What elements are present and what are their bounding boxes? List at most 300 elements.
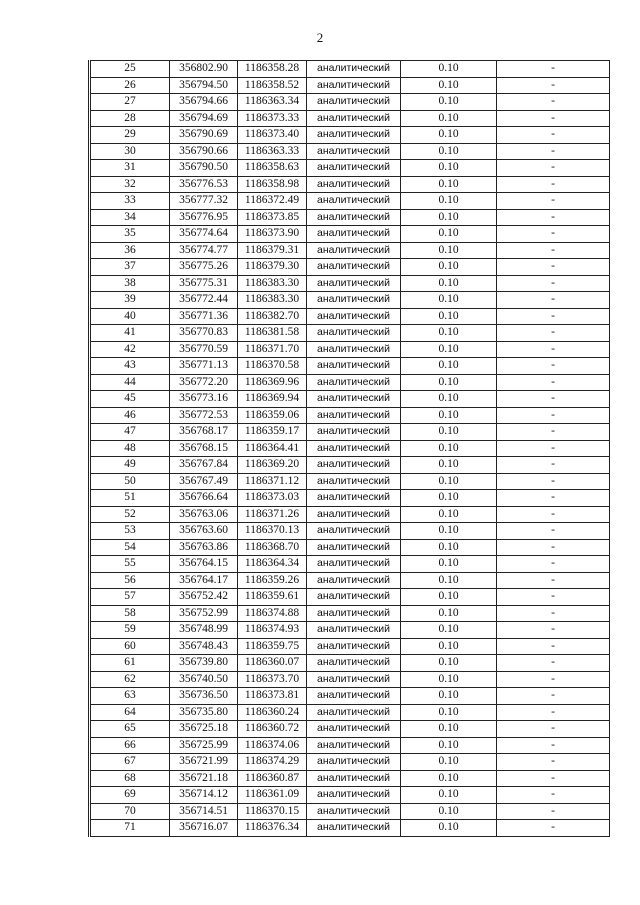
- point-number-cell: 64: [90, 704, 170, 721]
- description-cell: -: [497, 704, 610, 721]
- method-cell: аналитический: [307, 209, 401, 226]
- table-row: [90, 259, 610, 276]
- x-coordinate-cell: 356794.50: [170, 77, 238, 94]
- table-row: [90, 61, 610, 78]
- description-cell: -: [497, 737, 610, 754]
- y-coordinate-cell: 1186369.20: [238, 457, 307, 474]
- y-coordinate-cell: 1186360.24: [238, 704, 307, 721]
- description-cell: -: [497, 754, 610, 771]
- method-cell: аналитический: [307, 556, 401, 573]
- y-coordinate-cell: 1186381.58: [238, 325, 307, 342]
- x-coordinate-cell: 356752.42: [170, 589, 238, 606]
- table-row: [90, 655, 610, 672]
- accuracy-cell: 0.10: [401, 176, 497, 193]
- accuracy-cell: 0.10: [401, 638, 497, 655]
- table-row: [90, 704, 610, 721]
- method-cell: аналитический: [307, 539, 401, 556]
- point-number-cell: 59: [90, 622, 170, 639]
- accuracy-cell: 0.10: [401, 770, 497, 787]
- description-cell: -: [497, 589, 610, 606]
- y-coordinate-cell: 1186374.93: [238, 622, 307, 639]
- x-coordinate-cell: 356735.80: [170, 704, 238, 721]
- y-coordinate-cell: 1186369.96: [238, 374, 307, 391]
- y-coordinate-cell: 1186371.12: [238, 473, 307, 490]
- y-coordinate-cell: 1186383.30: [238, 292, 307, 309]
- y-coordinate-cell: 1186358.63: [238, 160, 307, 177]
- point-number-cell: 68: [90, 770, 170, 787]
- description-cell: -: [497, 688, 610, 705]
- accuracy-cell: 0.10: [401, 424, 497, 441]
- y-coordinate-cell: 1186360.07: [238, 655, 307, 672]
- description-cell: -: [497, 572, 610, 589]
- table-row: [90, 638, 610, 655]
- point-number-cell: 55: [90, 556, 170, 573]
- description-cell: -: [497, 523, 610, 540]
- table-row: [90, 424, 610, 441]
- method-cell: аналитический: [307, 754, 401, 771]
- method-cell: аналитический: [307, 61, 401, 78]
- description-cell: -: [497, 407, 610, 424]
- x-coordinate-cell: 356776.95: [170, 209, 238, 226]
- y-coordinate-cell: 1186358.52: [238, 77, 307, 94]
- accuracy-cell: 0.10: [401, 193, 497, 210]
- accuracy-cell: 0.10: [401, 407, 497, 424]
- y-coordinate-cell: 1186359.75: [238, 638, 307, 655]
- description-cell: -: [497, 358, 610, 375]
- point-number-cell: 48: [90, 440, 170, 457]
- y-coordinate-cell: 1186376.34: [238, 820, 307, 837]
- description-cell: -: [497, 655, 610, 672]
- table-row: [90, 407, 610, 424]
- description-cell: -: [497, 325, 610, 342]
- method-cell: аналитический: [307, 688, 401, 705]
- table-row: [90, 325, 610, 342]
- description-cell: -: [497, 803, 610, 820]
- method-cell: аналитический: [307, 143, 401, 160]
- x-coordinate-cell: 356770.59: [170, 341, 238, 358]
- point-number-cell: 58: [90, 605, 170, 622]
- accuracy-cell: 0.10: [401, 523, 497, 540]
- point-number-cell: 28: [90, 110, 170, 127]
- method-cell: аналитический: [307, 424, 401, 441]
- table-row: [90, 110, 610, 127]
- x-coordinate-cell: 356725.99: [170, 737, 238, 754]
- point-number-cell: 42: [90, 341, 170, 358]
- description-cell: -: [497, 242, 610, 259]
- x-coordinate-cell: 356763.86: [170, 539, 238, 556]
- point-number-cell: 56: [90, 572, 170, 589]
- accuracy-cell: 0.10: [401, 688, 497, 705]
- accuracy-cell: 0.10: [401, 226, 497, 243]
- y-coordinate-cell: 1186382.70: [238, 308, 307, 325]
- method-cell: аналитический: [307, 506, 401, 523]
- x-coordinate-cell: 356740.50: [170, 671, 238, 688]
- point-number-cell: 38: [90, 275, 170, 292]
- description-cell: -: [497, 820, 610, 837]
- point-number-cell: 60: [90, 638, 170, 655]
- accuracy-cell: 0.10: [401, 820, 497, 837]
- point-number-cell: 50: [90, 473, 170, 490]
- method-cell: аналитический: [307, 457, 401, 474]
- x-coordinate-cell: 356721.99: [170, 754, 238, 771]
- y-coordinate-cell: 1186361.09: [238, 787, 307, 804]
- x-coordinate-cell: 356736.50: [170, 688, 238, 705]
- table-row: [90, 341, 610, 358]
- x-coordinate-cell: 356777.32: [170, 193, 238, 210]
- method-cell: аналитический: [307, 275, 401, 292]
- y-coordinate-cell: 1186370.58: [238, 358, 307, 375]
- table-row: [90, 754, 610, 771]
- accuracy-cell: 0.10: [401, 572, 497, 589]
- coordinates-table: [88, 60, 610, 837]
- accuracy-cell: 0.10: [401, 391, 497, 408]
- method-cell: аналитический: [307, 242, 401, 259]
- y-coordinate-cell: 1186364.41: [238, 440, 307, 457]
- description-cell: -: [497, 193, 610, 210]
- point-number-cell: 29: [90, 127, 170, 144]
- point-number-cell: 37: [90, 259, 170, 276]
- accuracy-cell: 0.10: [401, 787, 497, 804]
- table-row: [90, 391, 610, 408]
- table-row: [90, 671, 610, 688]
- x-coordinate-cell: 356768.17: [170, 424, 238, 441]
- y-coordinate-cell: 1186368.70: [238, 539, 307, 556]
- point-number-cell: 67: [90, 754, 170, 771]
- table-row: [90, 688, 610, 705]
- method-cell: аналитический: [307, 572, 401, 589]
- x-coordinate-cell: 356714.12: [170, 787, 238, 804]
- method-cell: аналитический: [307, 176, 401, 193]
- accuracy-cell: 0.10: [401, 556, 497, 573]
- accuracy-cell: 0.10: [401, 275, 497, 292]
- x-coordinate-cell: 356790.50: [170, 160, 238, 177]
- accuracy-cell: 0.10: [401, 589, 497, 606]
- x-coordinate-cell: 356802.90: [170, 61, 238, 78]
- x-coordinate-cell: 356773.16: [170, 391, 238, 408]
- x-coordinate-cell: 356775.26: [170, 259, 238, 276]
- method-cell: аналитический: [307, 193, 401, 210]
- accuracy-cell: 0.10: [401, 655, 497, 672]
- y-coordinate-cell: 1186373.70: [238, 671, 307, 688]
- accuracy-cell: 0.10: [401, 110, 497, 127]
- point-number-cell: 43: [90, 358, 170, 375]
- method-cell: аналитический: [307, 226, 401, 243]
- x-coordinate-cell: 356767.49: [170, 473, 238, 490]
- table-row: [90, 358, 610, 375]
- point-number-cell: 70: [90, 803, 170, 820]
- x-coordinate-cell: 356716.07: [170, 820, 238, 837]
- description-cell: -: [497, 391, 610, 408]
- method-cell: аналитический: [307, 605, 401, 622]
- description-cell: -: [497, 787, 610, 804]
- x-coordinate-cell: 356772.44: [170, 292, 238, 309]
- accuracy-cell: 0.10: [401, 473, 497, 490]
- point-number-cell: 41: [90, 325, 170, 342]
- accuracy-cell: 0.10: [401, 440, 497, 457]
- accuracy-cell: 0.10: [401, 308, 497, 325]
- method-cell: аналитический: [307, 374, 401, 391]
- y-coordinate-cell: 1186373.81: [238, 688, 307, 705]
- method-cell: аналитический: [307, 440, 401, 457]
- accuracy-cell: 0.10: [401, 803, 497, 820]
- y-coordinate-cell: 1186369.94: [238, 391, 307, 408]
- method-cell: аналитический: [307, 655, 401, 672]
- table-row: [90, 556, 610, 573]
- accuracy-cell: 0.10: [401, 457, 497, 474]
- x-coordinate-cell: 356714.51: [170, 803, 238, 820]
- table-row: [90, 770, 610, 787]
- description-cell: -: [497, 77, 610, 94]
- description-cell: -: [497, 424, 610, 441]
- method-cell: аналитический: [307, 259, 401, 276]
- point-number-cell: 71: [90, 820, 170, 837]
- y-coordinate-cell: 1186358.28: [238, 61, 307, 78]
- y-coordinate-cell: 1186379.31: [238, 242, 307, 259]
- description-cell: -: [497, 143, 610, 160]
- point-number-cell: 57: [90, 589, 170, 606]
- accuracy-cell: 0.10: [401, 374, 497, 391]
- y-coordinate-cell: 1186359.06: [238, 407, 307, 424]
- point-number-cell: 66: [90, 737, 170, 754]
- accuracy-cell: 0.10: [401, 160, 497, 177]
- method-cell: аналитический: [307, 671, 401, 688]
- table-row: [90, 473, 610, 490]
- table-row: [90, 572, 610, 589]
- accuracy-cell: 0.10: [401, 127, 497, 144]
- y-coordinate-cell: 1186358.98: [238, 176, 307, 193]
- point-number-cell: 51: [90, 490, 170, 507]
- table-row: [90, 506, 610, 523]
- description-cell: -: [497, 308, 610, 325]
- method-cell: аналитический: [307, 721, 401, 738]
- accuracy-cell: 0.10: [401, 209, 497, 226]
- method-cell: аналитический: [307, 341, 401, 358]
- method-cell: аналитический: [307, 127, 401, 144]
- y-coordinate-cell: 1186373.40: [238, 127, 307, 144]
- table-row: [90, 94, 610, 111]
- table-row: [90, 176, 610, 193]
- table-row: [90, 77, 610, 94]
- method-cell: аналитический: [307, 473, 401, 490]
- x-coordinate-cell: 356771.36: [170, 308, 238, 325]
- table-row: [90, 589, 610, 606]
- accuracy-cell: 0.10: [401, 61, 497, 78]
- x-coordinate-cell: 356766.64: [170, 490, 238, 507]
- description-cell: -: [497, 457, 610, 474]
- description-cell: -: [497, 160, 610, 177]
- table-row: [90, 721, 610, 738]
- description-cell: -: [497, 638, 610, 655]
- accuracy-cell: 0.10: [401, 490, 497, 507]
- description-cell: -: [497, 506, 610, 523]
- y-coordinate-cell: 1186364.34: [238, 556, 307, 573]
- table-row: [90, 226, 610, 243]
- point-number-cell: 63: [90, 688, 170, 705]
- y-coordinate-cell: 1186372.49: [238, 193, 307, 210]
- y-coordinate-cell: 1186374.06: [238, 737, 307, 754]
- point-number-cell: 40: [90, 308, 170, 325]
- accuracy-cell: 0.10: [401, 292, 497, 309]
- method-cell: аналитический: [307, 358, 401, 375]
- x-coordinate-cell: 356748.43: [170, 638, 238, 655]
- accuracy-cell: 0.10: [401, 704, 497, 721]
- method-cell: аналитический: [307, 589, 401, 606]
- x-coordinate-cell: 356772.20: [170, 374, 238, 391]
- description-cell: -: [497, 374, 610, 391]
- description-cell: -: [497, 440, 610, 457]
- table-row: [90, 242, 610, 259]
- table-row: [90, 193, 610, 210]
- x-coordinate-cell: 356767.84: [170, 457, 238, 474]
- method-cell: аналитический: [307, 523, 401, 540]
- method-cell: аналитический: [307, 737, 401, 754]
- x-coordinate-cell: 356739.80: [170, 655, 238, 672]
- point-number-cell: 52: [90, 506, 170, 523]
- description-cell: -: [497, 556, 610, 573]
- table-row: [90, 622, 610, 639]
- description-cell: -: [497, 110, 610, 127]
- x-coordinate-cell: 356725.18: [170, 721, 238, 738]
- method-cell: аналитический: [307, 160, 401, 177]
- accuracy-cell: 0.10: [401, 242, 497, 259]
- table-row: [90, 374, 610, 391]
- y-coordinate-cell: 1186373.85: [238, 209, 307, 226]
- table-row: [90, 523, 610, 540]
- x-coordinate-cell: 356790.69: [170, 127, 238, 144]
- accuracy-cell: 0.10: [401, 605, 497, 622]
- table-row: [90, 275, 610, 292]
- point-number-cell: 39: [90, 292, 170, 309]
- y-coordinate-cell: 1186363.33: [238, 143, 307, 160]
- accuracy-cell: 0.10: [401, 622, 497, 639]
- table-row: [90, 292, 610, 309]
- x-coordinate-cell: 356763.60: [170, 523, 238, 540]
- point-number-cell: 35: [90, 226, 170, 243]
- description-cell: -: [497, 259, 610, 276]
- y-coordinate-cell: 1186371.26: [238, 506, 307, 523]
- accuracy-cell: 0.10: [401, 671, 497, 688]
- x-coordinate-cell: 356774.77: [170, 242, 238, 259]
- x-coordinate-cell: 356770.83: [170, 325, 238, 342]
- point-number-cell: 31: [90, 160, 170, 177]
- method-cell: аналитический: [307, 77, 401, 94]
- method-cell: аналитический: [307, 704, 401, 721]
- table-row: [90, 820, 610, 837]
- x-coordinate-cell: 356794.69: [170, 110, 238, 127]
- y-coordinate-cell: 1186374.29: [238, 754, 307, 771]
- accuracy-cell: 0.10: [401, 506, 497, 523]
- x-coordinate-cell: 356774.64: [170, 226, 238, 243]
- point-number-cell: 44: [90, 374, 170, 391]
- description-cell: -: [497, 490, 610, 507]
- point-number-cell: 54: [90, 539, 170, 556]
- method-cell: аналитический: [307, 292, 401, 309]
- table-row: [90, 160, 610, 177]
- y-coordinate-cell: 1186359.17: [238, 424, 307, 441]
- description-cell: -: [497, 94, 610, 111]
- description-cell: -: [497, 292, 610, 309]
- y-coordinate-cell: 1186373.90: [238, 226, 307, 243]
- table-row: [90, 308, 610, 325]
- coordinates-table-body: [90, 61, 610, 837]
- point-number-cell: 69: [90, 787, 170, 804]
- accuracy-cell: 0.10: [401, 358, 497, 375]
- table-row: [90, 539, 610, 556]
- y-coordinate-cell: 1186359.61: [238, 589, 307, 606]
- y-coordinate-cell: 1186373.33: [238, 110, 307, 127]
- description-cell: -: [497, 671, 610, 688]
- description-cell: -: [497, 341, 610, 358]
- table-row: [90, 440, 610, 457]
- accuracy-cell: 0.10: [401, 539, 497, 556]
- description-cell: -: [497, 622, 610, 639]
- description-cell: -: [497, 275, 610, 292]
- point-number-cell: 36: [90, 242, 170, 259]
- point-number-cell: 65: [90, 721, 170, 738]
- y-coordinate-cell: 1186360.87: [238, 770, 307, 787]
- x-coordinate-cell: 356721.18: [170, 770, 238, 787]
- x-coordinate-cell: 356748.99: [170, 622, 238, 639]
- x-coordinate-cell: 356772.53: [170, 407, 238, 424]
- y-coordinate-cell: 1186359.26: [238, 572, 307, 589]
- point-number-cell: 26: [90, 77, 170, 94]
- x-coordinate-cell: 356764.17: [170, 572, 238, 589]
- accuracy-cell: 0.10: [401, 721, 497, 738]
- description-cell: -: [497, 61, 610, 78]
- method-cell: аналитический: [307, 622, 401, 639]
- description-cell: -: [497, 226, 610, 243]
- point-number-cell: 46: [90, 407, 170, 424]
- point-number-cell: 33: [90, 193, 170, 210]
- accuracy-cell: 0.10: [401, 754, 497, 771]
- table-row: [90, 457, 610, 474]
- x-coordinate-cell: 356775.31: [170, 275, 238, 292]
- description-cell: -: [497, 473, 610, 490]
- x-coordinate-cell: 356794.66: [170, 94, 238, 111]
- x-coordinate-cell: 356771.13: [170, 358, 238, 375]
- accuracy-cell: 0.10: [401, 737, 497, 754]
- accuracy-cell: 0.10: [401, 94, 497, 111]
- table-row: [90, 737, 610, 754]
- description-cell: -: [497, 176, 610, 193]
- y-coordinate-cell: 1186370.15: [238, 803, 307, 820]
- y-coordinate-cell: 1186379.30: [238, 259, 307, 276]
- method-cell: аналитический: [307, 325, 401, 342]
- table-row: [90, 787, 610, 804]
- method-cell: аналитический: [307, 787, 401, 804]
- y-coordinate-cell: 1186371.70: [238, 341, 307, 358]
- y-coordinate-cell: 1186383.30: [238, 275, 307, 292]
- description-cell: -: [497, 605, 610, 622]
- method-cell: аналитический: [307, 770, 401, 787]
- x-coordinate-cell: 356790.66: [170, 143, 238, 160]
- y-coordinate-cell: 1186370.13: [238, 523, 307, 540]
- table-row: [90, 143, 610, 160]
- accuracy-cell: 0.10: [401, 259, 497, 276]
- description-cell: -: [497, 721, 610, 738]
- table-row: [90, 127, 610, 144]
- y-coordinate-cell: 1186360.72: [238, 721, 307, 738]
- point-number-cell: 32: [90, 176, 170, 193]
- y-coordinate-cell: 1186373.03: [238, 490, 307, 507]
- description-cell: -: [497, 539, 610, 556]
- x-coordinate-cell: 356763.06: [170, 506, 238, 523]
- point-number-cell: 62: [90, 671, 170, 688]
- description-cell: -: [497, 127, 610, 144]
- table-row: [90, 209, 610, 226]
- method-cell: аналитический: [307, 308, 401, 325]
- x-coordinate-cell: 356776.53: [170, 176, 238, 193]
